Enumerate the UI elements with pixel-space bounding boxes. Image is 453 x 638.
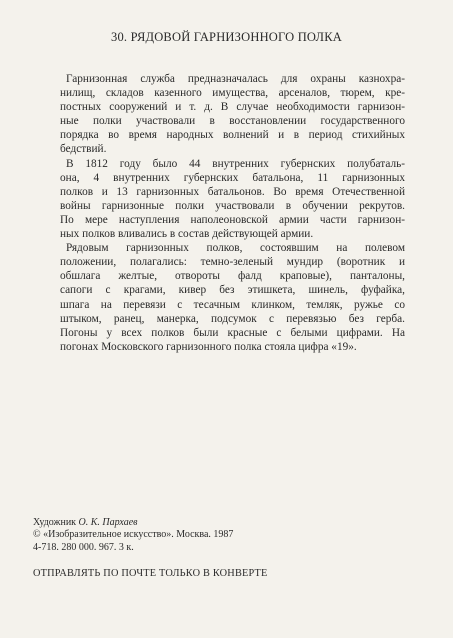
text-line: нилищ, складов казенного имущества, арсеналов, тюрем, кре-	[60, 87, 405, 100]
text-line: сапоги с крагами, кивер без этишкета, шинель, фуфайка,	[60, 284, 405, 297]
mailing-instruction: ОТПРАВЛЯТЬ ПО ПОЧТЕ ТОЛЬКО В КОНВЕРТЕ	[33, 568, 268, 579]
text-line: Погоны у всех полков были красные с белыми цифрами. На	[60, 326, 405, 339]
text-line: штыком, ранец, манерка, подсумок с перевязью без герба.	[60, 312, 405, 325]
text-line: порядка во время народных волнений и в период стихийных	[60, 129, 405, 142]
text-line: ных полков вливались в состав действующей армии.	[60, 228, 314, 241]
text-line: По мере наступления наполеоновской армии части гарнизон-	[60, 213, 405, 226]
text-line: В 1812 году было 44 внутренних губернских полубаталь-	[66, 157, 405, 170]
text-line: полков и 13 гарнизонных батальонов. Во время Отечественной	[60, 185, 405, 198]
publisher-line: © «Изобразительное искусство». Москва. 1987	[33, 529, 234, 541]
text-line: погонах Московского гарнизонного полка стояла цифра «19».	[60, 340, 357, 353]
artist-label: Художник	[33, 517, 79, 528]
description-text	[60, 72, 405, 354]
text-line: войны гарнизонные полки участвовали в обучении рекрутов.	[60, 199, 405, 212]
card-title: 30. РЯДОВОЙ ГАРНИЗОННОГО ПОЛКА	[111, 30, 342, 44]
text-line: ные полки участвовали в восстановлении государственного	[60, 115, 405, 128]
artist-name: О. К. Пархаев	[78, 517, 138, 528]
text-line: положении, полагались: темно-зеленый мундир (воротник и	[60, 256, 405, 269]
text-line: она, 4 внутренних губернских батальона, 11 гарнизонных	[60, 171, 405, 184]
text-line: Рядовым гарнизонных полков, состоявшим на полевом	[66, 242, 405, 255]
credits-block	[33, 517, 233, 554]
text-line: Гарнизонная служба предназначалась для охраны казнохра-	[66, 73, 405, 85]
text-line: постных сооружений и т. д. В случае необходимости гарнизон-	[60, 101, 405, 114]
text-line: шпага на перевязи с тесачным клинком, темляк, ружье со	[60, 298, 405, 311]
artist-credit	[33, 517, 233, 529]
text-line: бедствий.	[60, 143, 107, 156]
text-line: обшлага желтые, отвороты фалд краповые), панталоны,	[60, 270, 405, 283]
print-code: 4-718. 280 000. 967. 3 к.	[33, 541, 134, 553]
